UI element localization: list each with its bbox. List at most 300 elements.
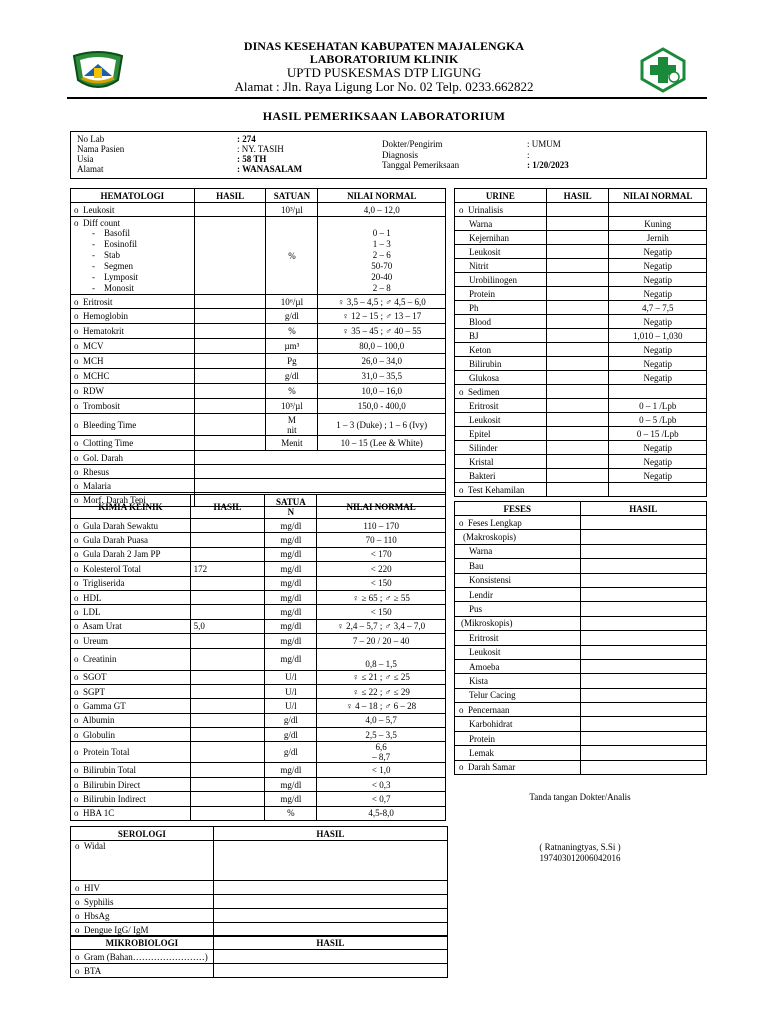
- normal-cell: 1 – 3: [372, 238, 391, 249]
- lab-name: LABORATORIUM KLINIK: [309, 52, 459, 66]
- test-name: (Mikroskopis): [461, 618, 513, 629]
- normal-cell: < 1,0: [317, 763, 446, 777]
- result-cell: [194, 436, 266, 451]
- result-cell: [194, 465, 445, 479]
- unit-cell: mg/dl: [265, 619, 317, 633]
- table-row: [455, 587, 707, 601]
- result-cell: [190, 806, 265, 820]
- test-name-cell: o Syphilis: [71, 895, 214, 909]
- table-row: [455, 616, 707, 630]
- usia-label: Usia: [77, 154, 94, 164]
- unit-cell: Pg: [266, 354, 318, 369]
- result-cell: [580, 544, 706, 558]
- table-row: [71, 763, 446, 777]
- table-row: [455, 516, 707, 530]
- table-row: [71, 465, 446, 479]
- normal-cell: 0 – 1: [372, 227, 391, 238]
- unit-cell: g/dl: [266, 369, 318, 384]
- result-cell: [546, 273, 609, 287]
- result-cell: [194, 399, 266, 414]
- test-name-cell: o MCV: [71, 339, 195, 354]
- unit-cell: mg/dl: [265, 533, 317, 547]
- table-row: [71, 414, 446, 436]
- test-name: BTA: [84, 965, 102, 976]
- normal-cell: Negatip: [609, 245, 707, 259]
- test-name: Urinalisis: [468, 204, 503, 215]
- unit-cell: mg/dl: [265, 519, 317, 533]
- no-lab-label: No Lab: [77, 134, 105, 144]
- test-name-cell: o Hematokrit: [71, 324, 195, 339]
- table-row: [455, 399, 707, 413]
- test-name-cell: [455, 231, 547, 245]
- table-row: [455, 203, 707, 217]
- normal-cell: < 150: [317, 605, 446, 619]
- result-cell: [190, 699, 265, 713]
- normal-cell: 0 – 5 /Lpb: [609, 413, 707, 427]
- unit-cell: mg/dl: [265, 634, 317, 648]
- result-cell: [580, 559, 706, 573]
- test-name-cell: o HIV: [71, 881, 214, 895]
- diff-count-label: Diff count: [83, 218, 121, 228]
- alamat-value: : WANASALAM: [237, 164, 303, 174]
- test-name: Bilirubin: [469, 358, 502, 369]
- normal-cell: Kuning: [609, 217, 707, 231]
- result-cell: [580, 659, 706, 673]
- test-name: MCHC: [83, 371, 110, 381]
- test-name: Glukosa: [469, 372, 499, 383]
- table-row: [455, 659, 707, 673]
- usia-value: : 58 TH: [237, 154, 267, 164]
- normal-cell: 7 – 20 / 20 – 40: [317, 634, 446, 648]
- unit-cell: 10⁶/µl: [266, 295, 318, 309]
- test-name: Bau: [469, 560, 484, 571]
- result-cell: [546, 483, 609, 497]
- test-name-cell: [455, 717, 581, 731]
- test-name-cell: [455, 469, 547, 483]
- test-name: Morf. Darah Tepi: [83, 494, 146, 505]
- result-cell: [580, 717, 706, 731]
- unit-cell: mg/dl: [265, 792, 317, 806]
- normal-cell: < 0,3: [317, 777, 446, 791]
- test-name-cell: o SGPT: [71, 684, 191, 698]
- normal-cell: Negatip: [609, 371, 707, 385]
- result-cell: [546, 301, 609, 315]
- result-cell: [546, 287, 609, 301]
- result-cell: [190, 533, 265, 547]
- table-row: [71, 547, 446, 561]
- normal-cell: 1,010 – 1,030: [609, 329, 707, 343]
- test-name: Eritrosit: [469, 400, 499, 411]
- test-name-cell: [455, 559, 581, 573]
- table-row: [455, 301, 707, 315]
- table-row: [455, 602, 707, 616]
- test-name-cell: [455, 301, 547, 315]
- alamat-label: Alamat: [77, 164, 104, 174]
- urine-table: [454, 188, 707, 497]
- test-name: MCV: [83, 341, 104, 351]
- table-row: [455, 315, 707, 329]
- table-row: [455, 746, 707, 760]
- test-name-cell: o Creatinin: [71, 648, 191, 670]
- result-cell: [546, 385, 609, 399]
- table-row: [455, 329, 707, 343]
- test-name: HDL: [83, 592, 102, 603]
- diagnosis-value: :: [527, 150, 530, 160]
- result-cell: [190, 670, 265, 684]
- test-name: Creatinin: [83, 654, 117, 665]
- result-cell: [194, 384, 266, 399]
- diff-count-row: o Diff count - Basofil - Eosinofil - Stab - Segmen - Lymposit - Monosit % 0 – 1 1 – 3 2 – 6 50-70 20-40 2 – 8: [71, 217, 446, 295]
- test-name-cell: o HBA 1C: [71, 806, 191, 820]
- test-name: Urobilinogen: [469, 274, 517, 285]
- test-name-cell: o Asam Urat: [71, 619, 191, 633]
- table-row: [71, 619, 446, 633]
- unit-cell: %: [265, 806, 317, 820]
- result-cell: [190, 684, 265, 698]
- test-name-cell: o Gula Darah Sewaktu: [71, 519, 191, 533]
- result-cell: [580, 731, 706, 745]
- test-name: Gol. Darah: [83, 452, 123, 463]
- table-row: [455, 231, 707, 245]
- result-cell: [190, 519, 265, 533]
- test-name-cell: [455, 399, 547, 413]
- normal-cell: 10 – 15 (Lee & White): [318, 436, 446, 451]
- test-name: Kista: [469, 675, 488, 686]
- table-row: [71, 648, 446, 670]
- table-row: [455, 385, 707, 399]
- table-row: [455, 259, 707, 273]
- test-name: Leukosit: [469, 246, 501, 257]
- table-row: [71, 841, 448, 881]
- test-name: HIV: [84, 882, 100, 893]
- result-cell: [194, 414, 266, 436]
- normal-cell: ♀ ≤ 22 ; ♂ ≤ 29: [317, 684, 446, 698]
- test-name: Protein Total: [83, 747, 130, 758]
- test-name: Gram (Bahan……………………): [84, 951, 208, 962]
- unit-cell: U/l: [265, 670, 317, 684]
- table-row: [71, 605, 446, 619]
- test-name-cell: o Widal: [71, 841, 214, 881]
- test-name: Protein: [469, 288, 495, 299]
- table-row: [455, 371, 707, 385]
- normal-cell: 26,0 – 34,0: [318, 354, 446, 369]
- test-name: RDW: [83, 386, 104, 396]
- unit-cell: g/dl: [265, 742, 317, 763]
- result-cell: [546, 217, 609, 231]
- test-name-cell: [455, 441, 547, 455]
- result-cell: [190, 713, 265, 727]
- table-row: [455, 703, 707, 717]
- result-cell: [546, 315, 609, 329]
- table-row: [455, 217, 707, 231]
- normal-cell: 2,5 – 3,5: [317, 728, 446, 742]
- test-name-cell: [455, 645, 581, 659]
- table-row: [455, 413, 707, 427]
- diagnosis-label: Diagnosis: [382, 150, 418, 160]
- normal-cell: 2 – 8: [372, 282, 391, 293]
- normal-cell: 0,8 – 1,5: [317, 648, 446, 670]
- test-name-cell: o Dengue IgG/ IgM: [71, 923, 214, 937]
- kimia-klinik-table: [70, 494, 446, 821]
- table-row: [71, 895, 448, 909]
- normal-cell: ♀ 35 – 45 ; ♂ 40 – 55: [318, 324, 446, 339]
- feses-table: [454, 501, 707, 775]
- table-row: [71, 399, 446, 414]
- normal-cell: 31,0 – 35,5: [318, 369, 446, 384]
- unit-cell: g/dl: [265, 728, 317, 742]
- table-row: [71, 309, 446, 324]
- normal-cell: ♀ 4 – 18 ; ♂ 6 – 28: [317, 699, 446, 713]
- test-name: Test Kehamilan: [467, 484, 525, 495]
- test-name-cell: o Kolesterol Total: [71, 562, 191, 576]
- table-row: [71, 436, 446, 451]
- normal-cell: ♀ ≥ 65 ; ♂ ≥ 55: [317, 590, 446, 604]
- result-cell: [580, 573, 706, 587]
- test-name: Silinder: [469, 442, 498, 453]
- result-cell: [546, 427, 609, 441]
- test-name-cell: [455, 273, 547, 287]
- unit-cell: mg/dl: [265, 562, 317, 576]
- test-name: Blood: [469, 316, 492, 327]
- test-name-cell: [455, 245, 547, 259]
- normal-cell: ♀ 12 – 15 ; ♂ 13 – 17: [318, 309, 446, 324]
- test-name: Gula Darah Puasa: [83, 535, 148, 546]
- table-row: [71, 713, 446, 727]
- result-cell: [190, 648, 265, 670]
- test-name-cell: [455, 455, 547, 469]
- table-row: [455, 455, 707, 469]
- test-name: Eritrosit: [469, 632, 499, 643]
- signer-name: ( Ratnaningtyas, S.Si ): [539, 842, 621, 852]
- test-name-cell: o HDL: [71, 590, 191, 604]
- result-cell: [194, 339, 266, 354]
- result-cell: [194, 295, 266, 309]
- result-cell: [546, 343, 609, 357]
- tanggal-value: : 1/20/2023: [527, 160, 569, 170]
- dokter-label: Dokter/Pengirim: [382, 139, 443, 149]
- test-name: Leukosit: [83, 204, 115, 215]
- table-row: [71, 384, 446, 399]
- normal-cell: 20-40: [371, 271, 393, 282]
- test-name-cell: [455, 530, 581, 544]
- result-cell: [213, 895, 447, 909]
- result-cell: [580, 602, 706, 616]
- col-header: SATUAN: [266, 189, 318, 203]
- result-cell: [190, 792, 265, 806]
- test-name-cell: o Gula Darah Puasa: [71, 533, 191, 547]
- diff-item: Monosit: [104, 283, 135, 293]
- result-cell: [194, 203, 266, 217]
- result-cell: [546, 231, 609, 245]
- test-name: Hematokrit: [83, 326, 124, 336]
- result-cell: [190, 634, 265, 648]
- result-cell: [213, 881, 447, 895]
- table-row: [455, 287, 707, 301]
- col-header: URINE: [455, 189, 547, 203]
- table-row: [455, 441, 707, 455]
- test-name: Leukosit: [469, 647, 501, 658]
- table-row: [455, 427, 707, 441]
- test-name: Nitrit: [469, 260, 489, 271]
- test-name-cell: o Feses Lengkap: [455, 516, 581, 530]
- result-cell: [580, 703, 706, 717]
- result-cell: [194, 217, 266, 295]
- result-cell: [580, 516, 706, 530]
- result-cell: [213, 841, 447, 881]
- col-header: NILAI NORMAL: [317, 495, 446, 519]
- test-name: Trombosit: [82, 401, 121, 411]
- table-row: [71, 634, 446, 648]
- test-name-cell: [455, 427, 547, 441]
- result-cell: [546, 413, 609, 427]
- col-header: HEMATOLOGI: [71, 189, 195, 203]
- table-row: [455, 631, 707, 645]
- table-row: [71, 519, 446, 533]
- test-name: Ureum: [83, 635, 108, 646]
- normal-cell: < 170: [317, 547, 446, 561]
- normal-cell: < 220: [317, 562, 446, 576]
- test-name-cell: o Gula Darah 2 Jam PP: [71, 547, 191, 561]
- test-name-cell: o Trigliserida: [71, 576, 191, 590]
- table-row: [71, 562, 446, 576]
- normal-cell: 50-70: [371, 260, 393, 271]
- test-name: SGOT: [83, 672, 107, 683]
- col-header: NILAI NORMAL: [609, 189, 707, 203]
- result-cell: [194, 451, 445, 465]
- test-name-cell: [455, 217, 547, 231]
- test-name: Dengue IgG/ IgM: [84, 924, 149, 935]
- normal-cell: 1 – 3 (Duke) ; 1 – 6 (Ivy): [318, 414, 446, 436]
- table-row: [71, 699, 446, 713]
- unit-cell: g/dl: [265, 713, 317, 727]
- test-name-cell: o Gram (Bahan……………………): [71, 950, 214, 964]
- table-row: [455, 731, 707, 745]
- result-cell: [194, 309, 266, 324]
- test-name: Bakteri: [469, 470, 496, 481]
- test-name-cell: [455, 674, 581, 688]
- result-cell: [190, 728, 265, 742]
- test-name-cell: o Albumin: [71, 713, 191, 727]
- normal-cell: 10,0 – 16,0: [318, 384, 446, 399]
- table-row: [71, 479, 446, 493]
- unit-cell: mg/dl: [265, 648, 317, 670]
- table-row: [71, 354, 446, 369]
- table-row: [71, 909, 448, 923]
- normal-cell: Negatip: [609, 469, 707, 483]
- table-row: [71, 806, 446, 820]
- col-header: HASIL: [213, 936, 447, 950]
- test-name: Sedimen: [468, 386, 500, 397]
- unit-cell: %: [266, 324, 318, 339]
- result-cell: [580, 746, 706, 760]
- normal-cell: [609, 483, 707, 497]
- puskesmas-name: UPTD PUSKESMAS DTP LIGUNG: [286, 65, 482, 80]
- col-header: HASIL: [213, 827, 447, 841]
- hematologi-table: [70, 188, 446, 507]
- result-cell: [546, 371, 609, 385]
- test-name: Hemoglobin: [83, 311, 128, 321]
- result-cell: [190, 605, 265, 619]
- test-name-cell: [455, 731, 581, 745]
- table-row: [455, 544, 707, 558]
- unit-cell: M nit: [266, 414, 318, 436]
- result-cell: [546, 357, 609, 371]
- test-name-cell: o Eritrosit: [71, 295, 195, 309]
- col-header: HASIL: [190, 495, 265, 519]
- table-row: [71, 576, 446, 590]
- table-row: [71, 950, 448, 964]
- table-row: [71, 728, 446, 742]
- unit-cell: U/l: [265, 699, 317, 713]
- test-name-cell: [455, 573, 581, 587]
- test-name-cell: o HbsAg: [71, 909, 214, 923]
- page-title: HASIL PEMERIKSAAN LABORATORIUM: [262, 109, 506, 123]
- col-header: FESES: [455, 502, 581, 516]
- test-name-cell: o Bleeding Time: [71, 414, 195, 436]
- unit-cell: mg/dl: [265, 590, 317, 604]
- table-row: [455, 674, 707, 688]
- unit-cell: 10³/µl: [266, 203, 318, 217]
- result-cell: [580, 631, 706, 645]
- normal-cell: < 150: [317, 576, 446, 590]
- table-row: [455, 357, 707, 371]
- test-name: Darah Samar: [468, 762, 516, 773]
- table-row: o Leukosit 10³/µl 4,0 – 12,0: [71, 203, 446, 217]
- test-name-cell: o Protein Total: [71, 742, 191, 763]
- table-row: [71, 670, 446, 684]
- diff-item: Stab: [104, 250, 121, 260]
- nama-label: Nama Pasien: [77, 144, 125, 154]
- test-name-cell: [455, 602, 581, 616]
- col-header: HASIL: [580, 502, 706, 516]
- table-row: [455, 273, 707, 287]
- result-cell: [194, 479, 445, 493]
- table-row: [71, 684, 446, 698]
- test-name-cell: o SGOT: [71, 670, 191, 684]
- test-name: LDL: [83, 607, 101, 618]
- test-name-cell: [455, 544, 581, 558]
- col-header: SATUA N: [265, 495, 317, 519]
- test-name-cell: o Rhesus: [71, 465, 195, 479]
- table-row: [71, 451, 446, 465]
- test-name-cell: [455, 357, 547, 371]
- result-cell: [194, 354, 266, 369]
- unit-cell: mg/dl: [265, 605, 317, 619]
- normal-cell: 4,0 – 5,7: [317, 713, 446, 727]
- col-header: MIKROBIOLOGI: [71, 936, 214, 950]
- result-cell: [580, 616, 706, 630]
- table-row: [455, 530, 707, 544]
- test-name-cell: o Bilirubin Indirect: [71, 792, 191, 806]
- test-name: Lendir: [469, 589, 493, 600]
- test-name: Asam Urat: [82, 621, 122, 632]
- address: Alamat : Jln. Raya Ligung Lor No. 02 Telp. 0233.662822: [234, 79, 534, 94]
- diff-item: Eosinofil: [104, 239, 137, 249]
- test-name: (Makroskopis): [463, 532, 516, 543]
- normal-cell: ♀ 2,4 – 5,7 ; ♂ 3,4 – 7,0: [317, 619, 446, 633]
- test-name-cell: [455, 688, 581, 702]
- test-name: Keton: [469, 344, 491, 355]
- test-name: Gula Darah 2 Jam PP: [83, 549, 161, 560]
- patient-info: [70, 131, 707, 179]
- table-row: [455, 343, 707, 357]
- test-name: Leukosit: [469, 414, 501, 425]
- table-row: [455, 688, 707, 702]
- table-row: [71, 777, 446, 791]
- agency-name: DINAS KESEHATAN KABUPATEN MAJALENGKA: [243, 39, 525, 53]
- test-name-cell: o Clotting Time: [71, 436, 195, 451]
- test-name-cell: o Hemoglobin: [71, 309, 195, 324]
